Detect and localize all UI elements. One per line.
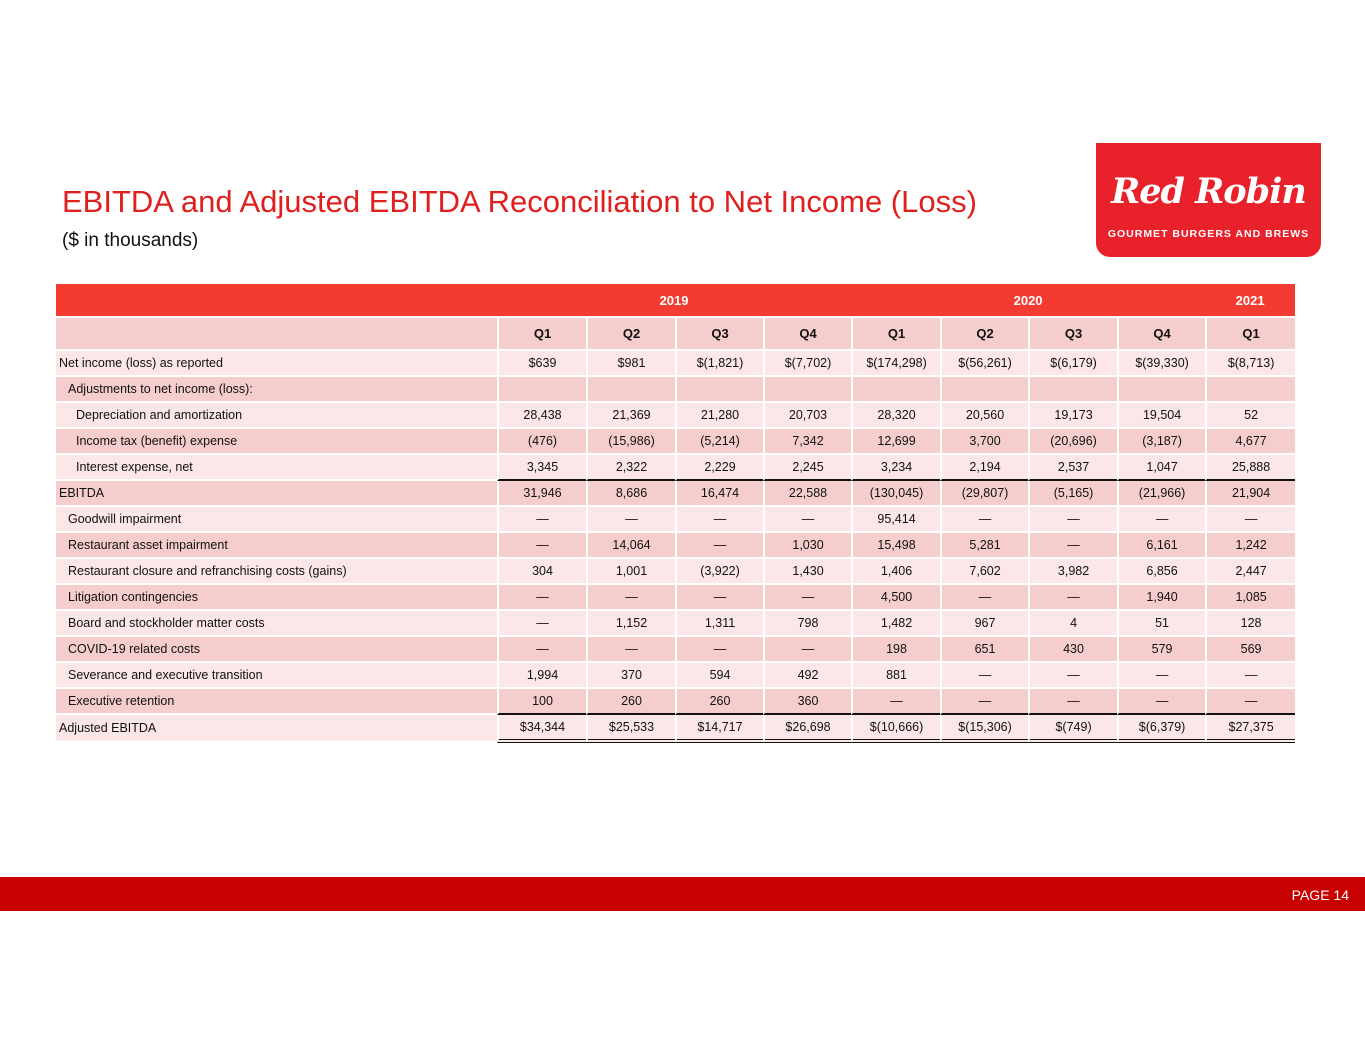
litigation-row	[56, 585, 1295, 611]
goodwill-impairment-row	[56, 507, 1295, 533]
value-cell: 1,430	[763, 559, 851, 585]
value-cell: 651	[940, 637, 1028, 663]
value-cell: —	[675, 585, 763, 611]
year-header-blank	[56, 284, 497, 316]
value-cell: $(6,179)	[1028, 351, 1117, 377]
year-header-2021: 2021	[1205, 284, 1295, 316]
value-cell	[586, 377, 675, 403]
quarter-header: Q4	[1117, 316, 1205, 351]
year-header-row	[56, 284, 1295, 316]
value-cell: 3,700	[940, 429, 1028, 455]
value-cell: —	[1028, 507, 1117, 533]
quarter-header: Q1	[497, 316, 586, 351]
quarter-header: Q1	[851, 316, 940, 351]
value-cell: 51	[1117, 611, 1205, 637]
value-cell: 3,345	[497, 455, 586, 481]
severance-row	[56, 663, 1295, 689]
logo-tagline: GOURMET BURGERS AND BREWS	[1107, 228, 1310, 240]
reconciliation-table	[56, 284, 1295, 743]
value-cell: $(174,298)	[851, 351, 940, 377]
value-cell	[1117, 377, 1205, 403]
value-cell: $(56,261)	[940, 351, 1028, 377]
row-label: Executive retention	[56, 689, 497, 715]
value-cell: 19,173	[1028, 403, 1117, 429]
row-label: Restaurant closure and refranchising costs (gains)	[56, 559, 497, 585]
row-label: Interest expense, net	[56, 455, 497, 481]
net-income-row	[56, 351, 1295, 377]
value-cell: 95,414	[851, 507, 940, 533]
value-cell: 881	[851, 663, 940, 689]
value-cell: 967	[940, 611, 1028, 637]
row-label: Severance and executive transition	[56, 663, 497, 689]
value-cell: 5,281	[940, 533, 1028, 559]
value-cell: —	[1117, 507, 1205, 533]
value-cell: $639	[497, 351, 586, 377]
value-cell: (130,045)	[851, 481, 940, 507]
row-label: Adjustments to net income (loss):	[56, 377, 497, 403]
value-cell: 1,994	[497, 663, 586, 689]
value-cell: $26,698	[763, 715, 851, 743]
page-title: EBITDA and Adjusted EBITDA Reconciliation to Net Income (Loss)	[62, 184, 977, 219]
quarter-header: Q4	[763, 316, 851, 351]
value-cell: $(7,702)	[763, 351, 851, 377]
value-cell	[1028, 377, 1117, 403]
value-cell: 594	[675, 663, 763, 689]
value-cell: —	[940, 585, 1028, 611]
value-cell: 19,504	[1117, 403, 1205, 429]
value-cell: 7,602	[940, 559, 1028, 585]
quarter-header: Q3	[1028, 316, 1117, 351]
value-cell	[763, 377, 851, 403]
row-label: Restaurant asset impairment	[56, 533, 497, 559]
value-cell: 8,686	[586, 481, 675, 507]
value-cell: —	[1117, 689, 1205, 715]
year-header-2019: 2019	[497, 284, 851, 316]
value-cell: $27,375	[1205, 715, 1295, 743]
value-cell: 14,064	[586, 533, 675, 559]
value-cell: 25,888	[1205, 455, 1295, 481]
value-cell: 22,588	[763, 481, 851, 507]
value-cell: 3,234	[851, 455, 940, 481]
value-cell: 16,474	[675, 481, 763, 507]
value-cell: 2,322	[586, 455, 675, 481]
covid-costs-row	[56, 637, 1295, 663]
value-cell: $(8,713)	[1205, 351, 1295, 377]
value-cell: $34,344	[497, 715, 586, 743]
interest-expense-row	[56, 455, 1295, 481]
value-cell: 304	[497, 559, 586, 585]
value-cell: (29,807)	[940, 481, 1028, 507]
value-cell: —	[675, 507, 763, 533]
row-label: Depreciation and amortization	[56, 403, 497, 429]
value-cell: 31,946	[497, 481, 586, 507]
row-label: Adjusted EBITDA	[56, 715, 497, 743]
value-cell: —	[497, 533, 586, 559]
red-robin-logo	[1096, 143, 1321, 257]
value-cell: 7,342	[763, 429, 851, 455]
value-cell: 6,856	[1117, 559, 1205, 585]
row-label: Income tax (benefit) expense	[56, 429, 497, 455]
value-cell: 128	[1205, 611, 1295, 637]
value-cell: —	[763, 585, 851, 611]
value-cell: —	[497, 611, 586, 637]
value-cell: —	[675, 637, 763, 663]
value-cell: (5,214)	[675, 429, 763, 455]
executive-retention-row	[56, 689, 1295, 715]
value-cell: (20,696)	[1028, 429, 1117, 455]
value-cell: 21,369	[586, 403, 675, 429]
value-cell: (15,986)	[586, 429, 675, 455]
value-cell: 20,703	[763, 403, 851, 429]
row-label: Net income (loss) as reported	[56, 351, 497, 377]
value-cell: 1,311	[675, 611, 763, 637]
value-cell: —	[763, 637, 851, 663]
value-cell: 4,500	[851, 585, 940, 611]
page-number: PAGE 14	[1291, 887, 1349, 903]
value-cell: 2,229	[675, 455, 763, 481]
value-cell: 1,482	[851, 611, 940, 637]
value-cell: 579	[1117, 637, 1205, 663]
row-label: Board and stockholder matter costs	[56, 611, 497, 637]
value-cell: —	[763, 507, 851, 533]
value-cell: (476)	[497, 429, 586, 455]
value-cell: —	[586, 637, 675, 663]
value-cell: 6,161	[1117, 533, 1205, 559]
value-cell: $(10,666)	[851, 715, 940, 743]
value-cell: 1,940	[1117, 585, 1205, 611]
value-cell: $14,717	[675, 715, 763, 743]
page-subtitle: ($ in thousands)	[62, 230, 199, 251]
value-cell: 21,904	[1205, 481, 1295, 507]
ebitda-row	[56, 481, 1295, 507]
value-cell: $(6,379)	[1117, 715, 1205, 743]
value-cell: $(1,821)	[675, 351, 763, 377]
value-cell: 1,047	[1117, 455, 1205, 481]
value-cell: $(749)	[1028, 715, 1117, 743]
value-cell: 12,699	[851, 429, 940, 455]
value-cell: —	[1028, 533, 1117, 559]
value-cell: 20,560	[940, 403, 1028, 429]
row-label: EBITDA	[56, 481, 497, 507]
value-cell: 1,085	[1205, 585, 1295, 611]
restaurant-asset-impairment-row	[56, 533, 1295, 559]
value-cell: —	[1117, 663, 1205, 689]
value-cell	[675, 377, 763, 403]
value-cell: 430	[1028, 637, 1117, 663]
value-cell	[851, 377, 940, 403]
row-label: COVID-19 related costs	[56, 637, 497, 663]
value-cell: 198	[851, 637, 940, 663]
year-header-2020: 2020	[851, 284, 1205, 316]
value-cell: 492	[763, 663, 851, 689]
value-cell: 260	[586, 689, 675, 715]
value-cell: —	[497, 585, 586, 611]
quarter-header: Q2	[586, 316, 675, 351]
value-cell	[497, 377, 586, 403]
row-label: Litigation contingencies	[56, 585, 497, 611]
value-cell: —	[1205, 663, 1295, 689]
adjusted-ebitda-row	[56, 715, 1295, 743]
value-cell: —	[1028, 689, 1117, 715]
depreciation-row	[56, 403, 1295, 429]
value-cell: (5,165)	[1028, 481, 1117, 507]
value-cell: $25,533	[586, 715, 675, 743]
value-cell: 21,280	[675, 403, 763, 429]
value-cell: 360	[763, 689, 851, 715]
quarter-header-blank	[56, 316, 497, 351]
value-cell: 1,242	[1205, 533, 1295, 559]
value-cell: 4,677	[1205, 429, 1295, 455]
value-cell: 28,320	[851, 403, 940, 429]
value-cell: 4	[1028, 611, 1117, 637]
value-cell: 1,030	[763, 533, 851, 559]
table-body	[56, 351, 1295, 743]
value-cell: —	[586, 507, 675, 533]
value-cell: (3,187)	[1117, 429, 1205, 455]
value-cell: 2,245	[763, 455, 851, 481]
value-cell: —	[497, 637, 586, 663]
value-cell: —	[940, 507, 1028, 533]
quarter-header: Q3	[675, 316, 763, 351]
value-cell: 15,498	[851, 533, 940, 559]
quarter-header: Q2	[940, 316, 1028, 351]
quarter-header-row	[56, 316, 1295, 351]
value-cell: 2,537	[1028, 455, 1117, 481]
income-tax-row	[56, 429, 1295, 455]
value-cell: —	[1028, 663, 1117, 689]
value-cell: 3,982	[1028, 559, 1117, 585]
value-cell: —	[497, 507, 586, 533]
restaurant-closure-row	[56, 559, 1295, 585]
value-cell: 28,438	[497, 403, 586, 429]
value-cell: 100	[497, 689, 586, 715]
value-cell: 1,406	[851, 559, 940, 585]
value-cell: 798	[763, 611, 851, 637]
value-cell: $(39,330)	[1117, 351, 1205, 377]
value-cell: 52	[1205, 403, 1295, 429]
value-cell: —	[940, 663, 1028, 689]
value-cell: —	[851, 689, 940, 715]
value-cell: 2,447	[1205, 559, 1295, 585]
value-cell: 569	[1205, 637, 1295, 663]
value-cell: —	[940, 689, 1028, 715]
value-cell: (21,966)	[1117, 481, 1205, 507]
value-cell	[940, 377, 1028, 403]
value-cell: 2,194	[940, 455, 1028, 481]
value-cell: —	[1028, 585, 1117, 611]
value-cell: —	[1205, 689, 1295, 715]
value-cell: —	[675, 533, 763, 559]
value-cell: 260	[675, 689, 763, 715]
board-stockholder-row	[56, 611, 1295, 637]
value-cell	[1205, 377, 1295, 403]
row-label: Goodwill impairment	[56, 507, 497, 533]
adjustments-heading-row	[56, 377, 1295, 403]
value-cell: 1,152	[586, 611, 675, 637]
value-cell: (3,922)	[675, 559, 763, 585]
logo-name: Red Robin	[1111, 171, 1306, 212]
value-cell: $(15,306)	[940, 715, 1028, 743]
footer-bar	[0, 877, 1365, 911]
quarter-header: Q1	[1205, 316, 1295, 351]
value-cell: —	[586, 585, 675, 611]
value-cell: —	[1205, 507, 1295, 533]
value-cell: $981	[586, 351, 675, 377]
value-cell: 1,001	[586, 559, 675, 585]
value-cell: 370	[586, 663, 675, 689]
